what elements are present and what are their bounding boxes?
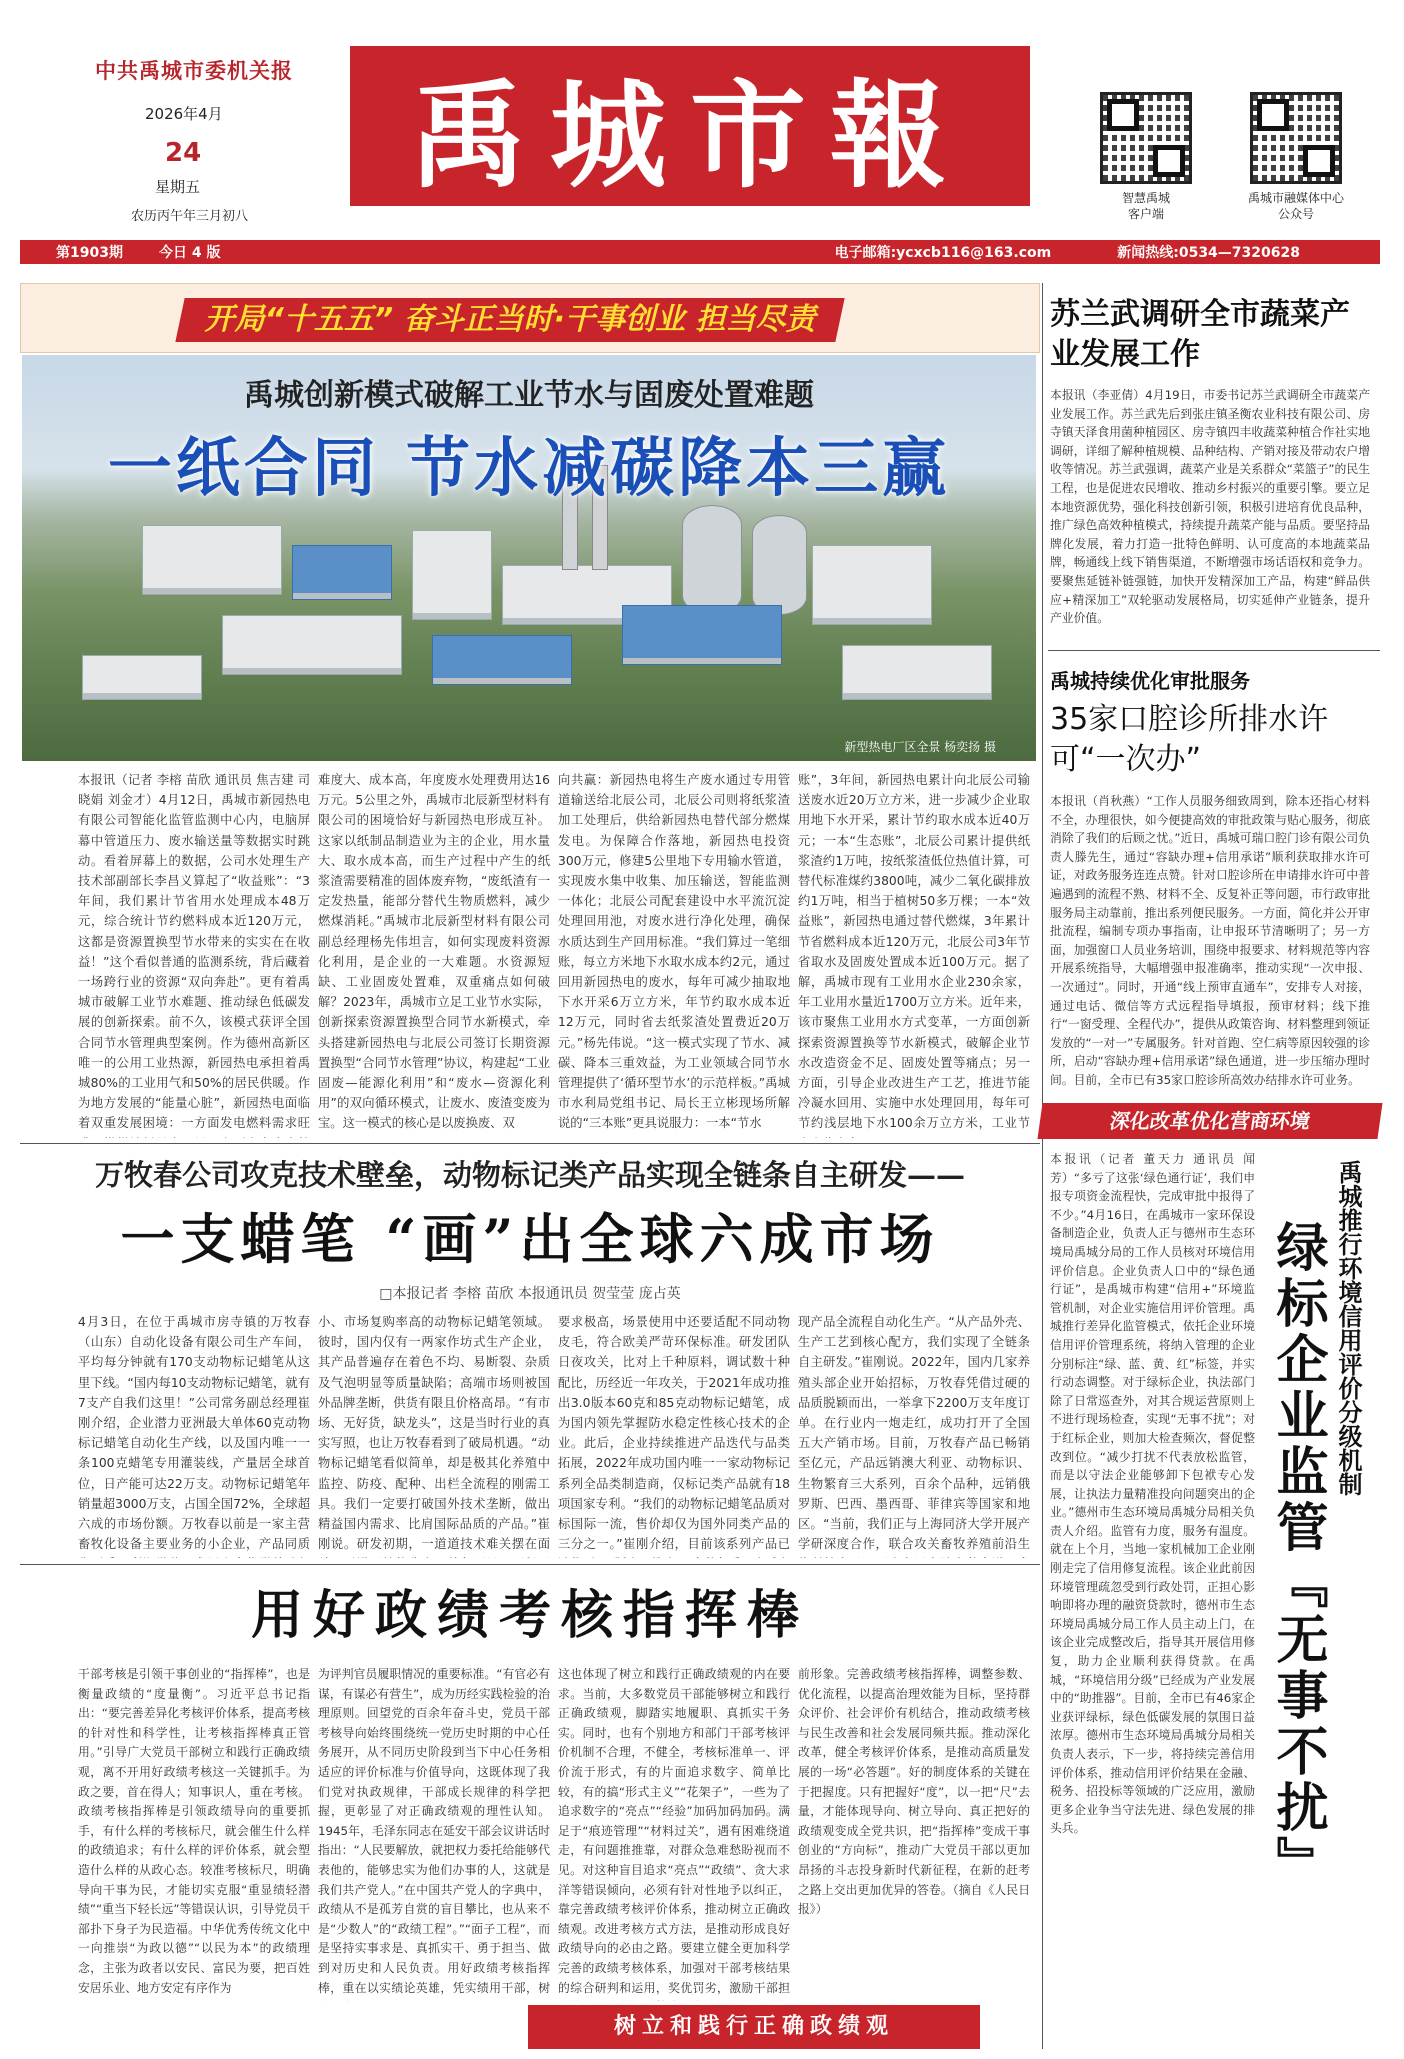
masthead-weekday: 星期五 xyxy=(155,178,201,196)
article2-byline: □本报记者 李榕 苗欣 本报通讯员 贺莹莹 庞占英 xyxy=(379,1286,681,1302)
masthead-info xyxy=(95,55,295,224)
divider xyxy=(20,1143,1040,1144)
divider xyxy=(1048,650,1380,651)
side1-headline: 苏兰武调研全市蔬菜产业发展工作 xyxy=(1050,297,1350,372)
contact-email: 电子邮箱:ycxcb116@163.com xyxy=(834,245,1052,261)
masthead-date: 2026年4月 xyxy=(145,105,223,123)
page-count: 今日 4 版 xyxy=(158,245,221,261)
article2-column-3: 要求极高，场景使用中还要适配不同动物皮毛，符合欧美严苛环保标准。研发团队日夜攻关，比对上千种原料，调试数十种配比，历经近一年攻关，于2021年成功推出3.0版本60克和85克动物标记蜡笔，成为国内领先掌握防水稳定性核心技术的企业。此后，企业持续推进产品迭代与品类拓展，2022年成功国内唯一一家动物标记系列全品类制造商，仅标记类产品就有18项国家专利。“我们的动物标记蜡笔品质对标国际一流，售价却仅为国外同类产品的三分之一。”崔刚介绍，目前该系列产品已 xyxy=(558,1315,790,1552)
lead-photo xyxy=(22,355,1036,761)
article2-column-1: 4月3日，在位于禹城市房寺镇的万牧春（山东）自动化设备有限公司生产车间，平均每分钟就有170支动物标记蜡笔从这里下线。“国内每10支动物标记蜡笔，就有7支产自我们这里！”公司常务副总经理崔刚介绍，企业潜力亚洲最大单体60克动物标记蜡笔自动化生产线，以及国内唯一一条100克蜡笔专用灌装线，产量居全球首位，日产能可达22万支。动物标记蜡笔年销量超3000万支，占国全国72%，全球超六成的市场份额。万牧春以前是一家主营畜牧化设备主要业务的小企业，产品同质 xyxy=(78,1315,310,1552)
side3-body: 本报讯（记者 董天力 通讯员 闻芳）“多亏了这张‘绿色通行证’，我们申报专项资金流程快，完成审批中报得了不少。”4月16日，在禹城市一家环保设备制造企业，负责人正与德州市生态环境局禹城分局的工作人员核对环境信用评价信息。企业负责人口中的“绿色通行证”，是禹城市构建“信用+”环境监管机制，对企业实施信用评价管理。禹城推行差异化监管模式，依托企业环境信用评价管理系统，将纳入管理的企业分别标注“绿、蓝、黄、红”标签，并实行动态调整。对于绿标企业，执法部门除了日常巡查外，对其合规运营原则上不进行现场检查，实现“无事不扰”；对于红标企业，则加大检查频次，督促整改到位。“减少打扰不代表放松监管，而是以守法企业能够卸下包袱专心发展，让执法力量精准投向问题突出的企业。”德州市生态环境局禹城分局相关负责人介绍。监管有力度，服务有温度。就在上个月，当地一家机械加工企业刚刚走完了信用修复流程。该企业此前因环境管理疏忽受到行政处罚，正担心影响即将办理的融资贷款时，德州市生态环境局禹城分局工作人员主动上门，在该企业完成整改后，指导其开展信用修复，助力企业顺利获得贷款。在禹城，“环境信用分级”已经成为产业发展中的“助推器”。目前，全市已有46家企业获评绿标，绿色低碳发展的氛围日益浓厚。德州市生态环境局禹城分局相关负责人表示，下一步，将持续完善信用评价体系，推动信用评价结果在金融、税务、招投标等领域的广泛应用，激励更多企业争当守法先进、绿色发展的排头兵。 xyxy=(1050,1152,1255,1836)
lead-column-2: 难度大、成本高，年度废水处理费用达16万元。5公里之外，禹城市北辰新型材料有限公司的困境恰好与新园热电形成互补。这家以纸制品制造业为主的企业，用水量大、取水成本高，而生产过程中产生的纸浆渣需要精准的固体废弃物，“废纸渣有一定发热量，能部分替代生物质燃料，减少燃煤消耗。”禹城市北辰新型材料有限公司副总经理杨先伟坦言，如何实现废料资源化利用，是企业的一大难题。水资源短缺、工业固废处置难，双重痛点如何破解？2023年，禹城市立足工业节水实际，创新探索资源置换型合同节水新模式，牵头搭建新园热电与北辰公司签订长期资源置换型“合同节水管理”协议，构建起“工业固废—能源化利用”和“废水—资源化利用”的双向循环模式，让废水、废渣变废为宝。这一模式的核心是以废换废、双 xyxy=(318,773,550,1131)
article3-headline: 用好政绩考核指挥棒 xyxy=(250,1585,809,1646)
newspaper-logo xyxy=(350,46,1030,206)
column-banner-text: 开局“十五五” 奋斗正当时·干事创业 担当尽责 xyxy=(204,302,816,337)
article3-column-4: 前形象。完善政绩考核指挥棒，调整参数、优化流程，以提高治理效能为目标，坚持群众评价、社会评价有机结合，推动政绩考核与民生改善和社会发展同频共振。推动深化改革，健全考核评价体系，是推动高质量发展的一场“必答题”。好的制度体系的关键在于把握度。只有把握好“度”，以一把“尺”去量，才能体现导向、树立导向、真正把好的政绩观变成全党共识，把“指挥棒”变成干事创业的“方向标”，推动广大党员干部以更加昂扬的斗志投身新时代新征程，在新的赶考之路上交出更加优异的答卷。（摘自《人民日报》） xyxy=(798,1667,1030,1917)
article2-column-4: 现产品全流程自动化生产。“从产品外壳、生产工艺到核心配方，我们实现了全链条自主研发。”崔刚说。2022年，国内几家养殖头部企业开始招标，万牧春凭借过硬的品质脱颖而出，一举拿下2200万支年度订单。在行业内一炮走红，成功打开了全国五大产销市场。目前，万牧春产品已畅销至亿元，产品远销澳大利亚、动物标识、生物繁育三大系列，百余个品种，远销俄罗斯、巴西、墨西哥、菲律宾等国家和地区。“当前，我们正与上海同济大学开展产学研深度合作，联合攻关畜牧养殖前沿生 xyxy=(798,1315,1030,1552)
side3-headline: 绿标企业监管『无事不扰』 xyxy=(1267,1220,1327,1892)
qr-app[interactable] xyxy=(1100,92,1192,222)
article3-column-2: 为评判官员履职情况的重要标准。“有官必有谋，有谋必有营生”，成为历经实践检验的治理原则。回望党的百余年奋斗史，党员干部考核导向始终围绕统一党历史时期的中心任务展开，从不同历史阶段到当下中心任务相适应的评价标准与价值导向，这既体现了我们党对执政规律，干部成长规律的科学把握，更彰显了对正确政绩观的理性认知。1945年，毛泽东同志在延安干部会议讲话时指出：“人民要解放，就把权力委托给能够代表他的，能够忠实为他们办事的人，这就是我们共产党人。”在中国共产党人的字典中，政绩从不是孤芳自赏的盲目攀比，也从来不是“少数人”的“政绩工程”。”“面子工程”，而是坚持实事求是、真抓实干、勇于担当、做到对历史和人民负责。用好政绩考核指挥棒，重在以实绩论英雄，凭实绩用干部，树 xyxy=(318,1667,550,1995)
article3-column-1: 干部考核是引领干事创业的“指挥棒”，也是衡量政绩的“度量衡”。习近平总书记指出：“要完善差异化考核评价体系，提高考核的针对性和科学性，让考核指挥棒真正管用。”引导广大党员干部树立和践行正确政绩观，离不开用好政绩考核这一关键抓手。为政之要，首在得人；知事识人，重在考核。政绩考核指挥棒是引领政绩导向的重要抓手，有什么样的考核标尺，就会催生什么样的政绩追求；有什么样的评价体系，就会塑造什么样的从政心态。较准考核标尺，明确导向干事为民，才能切实克服“重显绩轻潜绩”“重当下轻长远”等错误认识，引导党员干部扑下身子为民造福。中华优秀传统文化中一向推崇“为政以德”“以民为本”的政绩理念，主张为政者以安民、富民为要，把百姓安居乐业、地方安定有序作为 xyxy=(78,1667,310,1995)
article2-kicker: 万牧春公司攻克技术壁垒，动物标记类产品实现全链条自主研发—— xyxy=(94,1158,965,1192)
issue-bar xyxy=(20,240,1380,264)
qr-wechat[interactable] xyxy=(1247,92,1356,222)
divider xyxy=(20,1564,1040,1565)
news-hotline: 新闻热线:0534—7320628 xyxy=(1117,245,1300,261)
article3-column-3: 这也体现了树立和践行正确政绩观的内在要求。当前，大多数党员干部能够树立和践行正确政绩观，脚踏实地履职、真抓实干务实。同时，也有个别地方和部门干部考核评价机制不合理，不健全，考核标准单一、评价流于形式，有的片面追求数字、简单比较，有的搞“形式主义”“花架子”，一些为了追求数字的“亮点”“经验”加码加码加码。满足于“痕迹管理”“材料过关”，遇有困难绕道走，有问题推推靠，对群众急难愁盼视而不见。对这种盲目追求“亮点”“政绩”、贪大求洋等错误倾向，必须有针对性地予以纠正，靠完善政绩考核评价体系，推动树立正确政绩观。改进考核方式方法，是推动形成良好政绩导向的必由之路。要建立健全更加科学完善的政绩考核体系，加强对干部考核结果的综合研判和运用，奖优罚劣，激励干部担 xyxy=(558,1667,790,1995)
qr-code-icon xyxy=(1100,92,1192,184)
lead-headline: 一纸合同 节水减碳降本三赢 xyxy=(107,432,951,506)
article2-headline: 一支蜡笔 “画”出全球六成市场 xyxy=(120,1207,940,1271)
logo-text: 禹城市報 xyxy=(410,67,970,204)
side1-body: 本报讯（李亚倩）4月19日，市委书记苏兰武调研全市蔬菜产业发展工作。苏兰武先后到张庄镇圣衡农业科技有限公司、房寺镇天泽食用菌种植园区、房寺镇四丰收蔬菜种植合作社实地调研，详细了解种植规模、品种结构、产销对接及带动农户增收等情况。苏兰武强调，蔬菜产业是关系群众“菜篮子”的民生工程，也是促进农民增收、推动乡村振兴的重要引擎。要立足本地资源优势，强化科技创新引领，积极引进培育优良品种，推广绿色高效种植模式，持续提升蔬菜产能与品质。要坚持品牌化发展，着力打造一批特色鲜明、认可度高的本地蔬菜品牌，畅通线上线下销售渠道，不断增强市场话语权和竞争力。要聚焦延链补链强链，加快开发精深加工产品，构建“鲜品供应+精深加工”双轮驱动发展格局，切实延伸产业链条，提升产业价值。 xyxy=(1050,388,1370,626)
article3-footer-banner: 树立和践行正确政绩观 xyxy=(528,2005,980,2049)
lead-photo-caption: 新型热电厂区全景 杨奕扬 摄 xyxy=(844,740,996,754)
issue-number: 第1903期 xyxy=(56,245,123,261)
lead-kicker: 禹城创新模式破解工业节水与固废处置难题 xyxy=(244,378,814,413)
side3-kicker: 禹城推行环境信用评价分级机制 xyxy=(1334,1160,1362,1496)
article2-column-2: 小、市场复购率高的动物标记蜡笔领域。彼时，国内仅有一两家作坊式生产企业，其产品普遍存在着色不均、易断裂、杂质及气泡明显等质量缺陷；高端市场则被国外品牌垄断，供货有限且价格高昂。“有市场、无好货，缺龙头”，这是当时行业的真实写照，也让万牧春看到了破局机遇。“动物标记蜡笔看似简单，却是极其化养殖中监控、防疫、配种、出栏全流程的刚需工具。我们一定要打破国外技术垄断，做出精益国内需求、比肩国际品质的产品。”崔刚说。研发初期，一道道技术难关摆在面 xyxy=(318,1315,550,1552)
side2-body: 本报讯（肖秋燕）“工作人员服务细致周到，除本还指心材料不全，办理很快，如今便捷高效的审批政策与贴心服务，彻底消除了我们的后顾之忧。”近日，禹城可瑞口腔门诊有限公司负责人滕先生，通过“容缺办理+信用承诺”顺利获取排水许可证，对政务服务连连点赞。针对口腔诊所在申请排水许可中普遍遇到的流程不熟、材料不全、反复补正等问题，市行政审批服务局主动靠前，推出系列便民服务。一方面，简化并公开审批流程，编制专项办事指南，让申报环节清晰明了；另一方面，加强窗口人员业务培训，围绕申报要求、材料规范等内容开展系统指导，大幅增强申报准确率，推动实现“一次申报、一次通过”。同时，开通“线上预审直通车”，安排专人对接，通过电话、微信等方式远程指导填报，预审材料；线下推行“一窗受理、全程代办”，提供从政策咨询、材料整理到领证发放的“一对一”专属服务。针对首跑、空仁病等原因较强的诊所，启动“容缺办理+信用承诺”绿色通道，进一步压缩办理时间。目前，全市已有35家口腔诊所高效办结排水许可业务。 xyxy=(1050,794,1370,1087)
qr-code-icon xyxy=(1250,92,1342,184)
lead-column-4: 账”，3年间，新园热电累计向北辰公司输送废水近20万立方米，进一步减少企业取用地下水开采，累计节约取水成本近40万元；一本“生态账”，北辰公司累计提供纸浆渣约1万吨，按纸浆渣低位热值计算，可替代标准煤约3800吨，减少二氧化碳排放约1万吨，相当于植树50多万棵；一本“效益账”，新园热电通过替代燃煤，3年累计节省燃料成本近120万元，北辰公司3年节省取水及固废处置成本近100万元。据了解，禹城市现有工业用水企业230余家，年工业用水量近1700万立方米。近年来，该市聚焦工业用水方式变革，一方面创新探索资源置换等节水新模式，破解企业节水改造资金不足、固废处置等痛点；另一方面，引导企业改进生产工艺，推进节能冷凝水回用、实施中水处理回用，每年可节约浅层地下水100余万立方米，工业节 xyxy=(798,773,1030,1131)
side2-kicker: 禹城持续优化审批服务 xyxy=(1050,669,1250,693)
qr-wechat-caption: 禹城市融媒体中心 公众号 xyxy=(1247,191,1344,221)
masthead-day: 24 xyxy=(165,138,202,168)
qr-app-caption: 智慧禹城 客户端 xyxy=(1121,191,1170,221)
masthead-org: 中共禹城市委机关报 xyxy=(95,59,293,83)
reform-column-tag: 深化改革优化营商环境 xyxy=(1037,1103,1382,1139)
side2-headline: 35家口腔诊所排水许可“一次办” xyxy=(1050,702,1329,777)
lead-column-1: 本报讯（记者 李榕 苗欣 通讯员 焦吉建 司晓娟 刘金才）4月12日，禹城市新园热电有限公司智能化监管监测中心内，电脑屏幕中管道压力、废水输送量等数据实时跳动。看着屏幕上的数据，公司水处理生产技术部副部长李昌义算起了“收益账”：“3年间，我们累计节省用水处理成本48万元，综合统计节约燃料成本近120万元，这都是资源置换型节水带来的实实在在收益！”这个看似普通的监测系统，背后藏着一场跨行业的资源“双向奔赴”。更有着禹城市破解工业节水难题、推动绿色低碳发展的创新探索。前不久，该模式获评全国合同节水管理典型案例。作为德州高新区唯一的公用工业热源，新园热电承担着禹城80%的工业用气和50%的居民供暖。作为地方发展的“能量心脏”，新园热电面临着双重发展困境：一方面发电燃料需求旺 xyxy=(78,773,310,1131)
masthead-lunar-date: 农历丙午年三月初八 xyxy=(131,209,249,224)
lead-column-3: 向共赢：新园热电将生产废水通过专用管道输送给北辰公司，北辰公司则将纸浆渣加工处理后，供给新园热电替代部分燃煤发电。为保障合作落地，新园热电投资300万元，修建5公里地下专用输水管道，实现废水集中收集、加压输送，智能监测一体化；北辰公司配套建设中水平流沉淀处理回用池，对废水进行净化处理，确保水质达到生产回用标准。“我们算过一笔细账，每立方米地下水取水成本约2元，通过回用新园热电的废水，每年可减少抽取地下水开采6万立方米，年节约取水成本近12万元，同时省去纸浆渣处置费近20万元。”杨先伟说。“这一模式实现了节水、减碳、降本三重效益，为工业领域合同节水管理提供了‘循环型节水’的示范样板。”禹城市水利局党组书记、局长王立彬现场所解说的“三本账”更具说服力：一本“节水 xyxy=(558,773,790,1131)
column-divider xyxy=(1042,283,1043,2049)
